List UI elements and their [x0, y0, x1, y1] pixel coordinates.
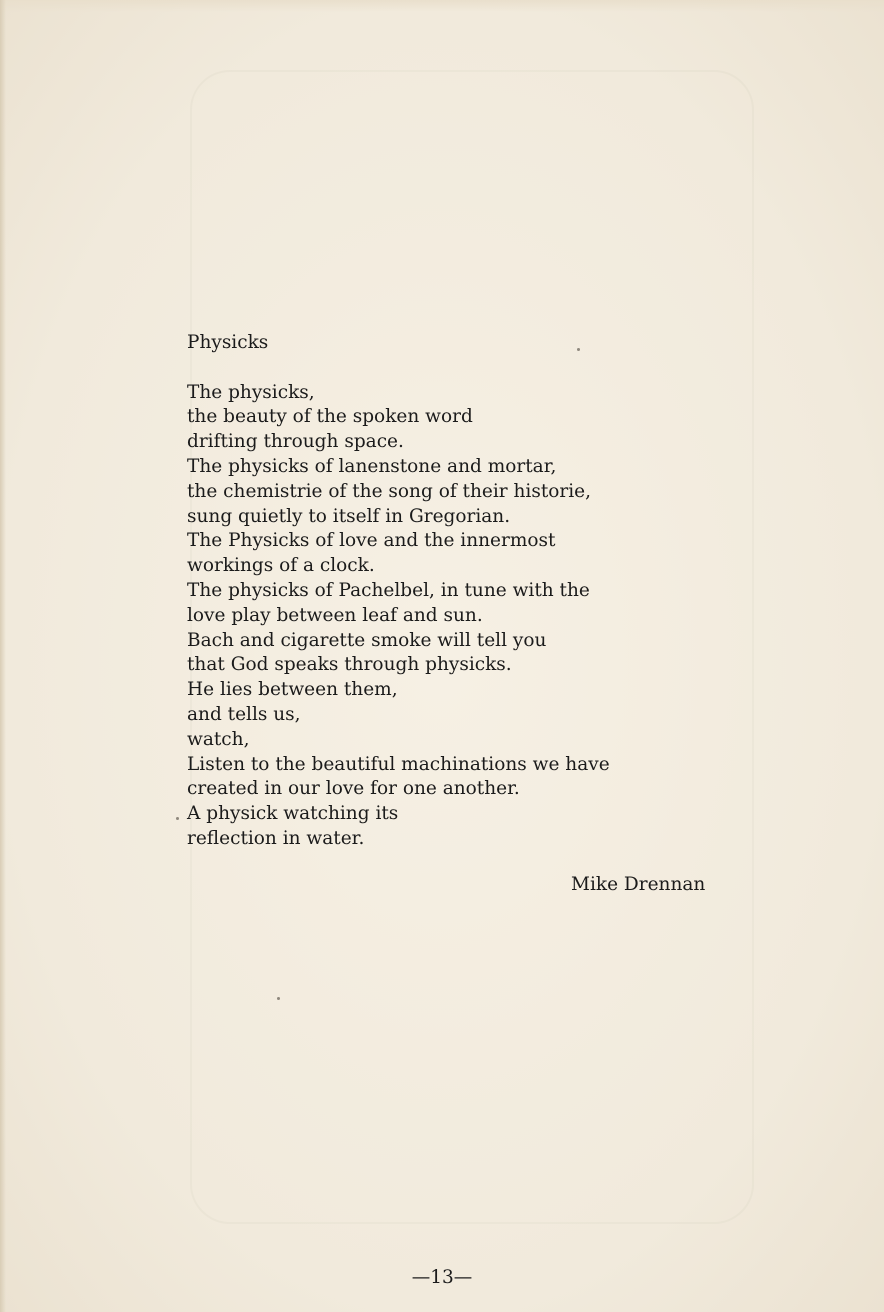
poem-line: Bach and cigarette smoke will tell you [187, 629, 547, 651]
poem-line: love play between leaf and sun. [187, 604, 483, 626]
paper-speck [277, 997, 280, 1000]
poem-line: created in our love for one another. [187, 778, 520, 800]
poem-line: the chemistrie of the song of their historie, [187, 480, 591, 502]
poem-line: that God speaks through physicks. [187, 654, 512, 676]
poem-title: Physicks [187, 332, 269, 353]
poem-line: and tells us, [187, 703, 301, 725]
poem-line: He lies between them, [187, 679, 398, 701]
poem-line: Listen to the beautiful machinations we have [187, 753, 610, 775]
page-left-edge [0, 0, 6, 1312]
poem-line: workings of a clock. [187, 555, 375, 577]
poem-line: drifting through space. [187, 431, 404, 453]
poem [187, 331, 747, 852]
poem-line: The physicks of Pachelbel, in tune with the [187, 579, 590, 601]
poem-author: Mike Drennan [571, 874, 706, 895]
poem-line: The physicks, [187, 381, 315, 403]
page-number: —13— [411, 1267, 473, 1288]
page-top-edge [0, 0, 884, 12]
poem-line: The Physicks of love and the innermost [187, 530, 556, 552]
paper-speck [176, 817, 179, 820]
poem-line: reflection in water. [187, 827, 365, 849]
title-gap [187, 356, 747, 381]
poem-line: A physick watching its [187, 803, 399, 825]
poem-line: watch, [187, 728, 250, 750]
poem-line: The physicks of lanenstone and mortar, [187, 455, 557, 477]
poem-line: sung quietly to itself in Gregorian. [187, 505, 511, 527]
poem-line: the beauty of the spoken word [187, 406, 473, 428]
